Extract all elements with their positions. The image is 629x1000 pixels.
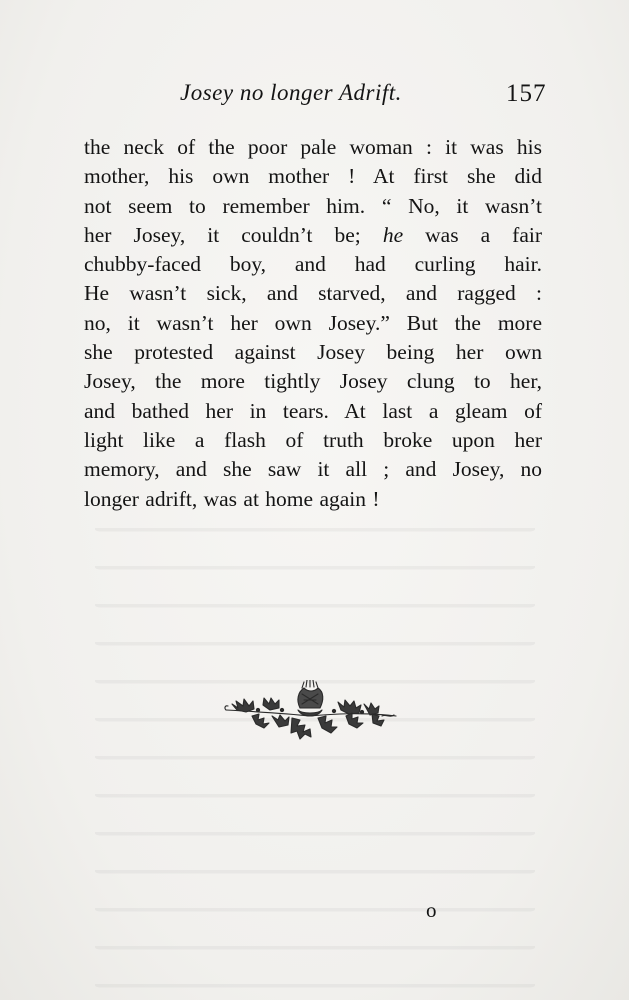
text-line-start: her Josey, it couldn’t be; (84, 222, 383, 247)
text-line: and bathed her in tears. At last a gleam of (84, 398, 542, 423)
text-line: mother, his own mother ! At first she did (84, 164, 542, 189)
text-line: chubby-faced boy, and had curling hair. (84, 252, 542, 277)
text-line: Josey, the more tightly Josey clung to her, (84, 369, 542, 394)
text-line-end: was a fair (403, 222, 542, 247)
italic-emphasis: he (382, 222, 404, 247)
running-title: Josey no longer Adrift. (180, 80, 402, 105)
text-line: light like a flash of truth broke upon her (84, 427, 542, 452)
page-number: 157 (506, 80, 547, 107)
text-line: not seem to remember him. “ No, it wasn’t (84, 193, 542, 218)
text-line: He wasn’t sick, and starved, and ragged : (84, 281, 542, 306)
thistle-ornament-icon (222, 680, 398, 744)
text-line (84, 221, 542, 250)
text-line-last: longer adrift, was at home again ! (84, 486, 380, 511)
text-line: the neck of the poor pale woman : it was his (84, 135, 542, 159)
text-line: memory, and she saw it all ; and Josey, no (84, 457, 542, 482)
body-text (84, 133, 542, 514)
signature-mark: o (426, 898, 437, 922)
running-head (0, 78, 629, 118)
text-line: no, it wasn’t her own Josey.” But the more (84, 310, 542, 335)
text-line: she protested against Josey being her own (84, 340, 542, 365)
